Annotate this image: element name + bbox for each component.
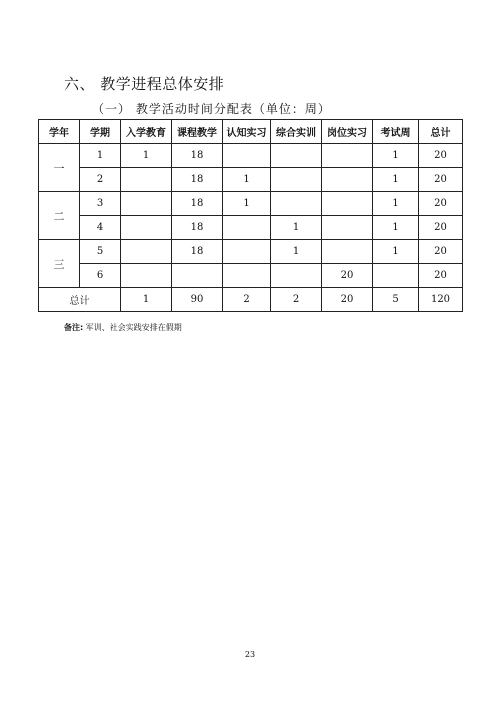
- table-cell: 1: [223, 192, 271, 216]
- table-cell: 1: [373, 240, 419, 264]
- table-cell: [322, 144, 373, 168]
- header-cell: 学年: [39, 120, 80, 144]
- total-cell: 5: [373, 288, 419, 312]
- table-cell: [322, 240, 373, 264]
- header-cell: 总计: [419, 120, 463, 144]
- table-cell: 1: [373, 216, 419, 240]
- table-cell: 1: [121, 144, 172, 168]
- header-cell: 考试周: [373, 120, 419, 144]
- table-cell: 1: [373, 144, 419, 168]
- table-cell: 20: [419, 192, 463, 216]
- table-row: [39, 264, 463, 288]
- table-row: [39, 216, 463, 240]
- table-cell: [322, 192, 373, 216]
- year-cell: 三: [39, 240, 80, 288]
- table-subtitle: （一） 教学活动时间分配表（单位：周）: [92, 102, 331, 116]
- total-cell: 1: [121, 288, 172, 312]
- table-cell: 18: [172, 168, 223, 192]
- table-cell: [121, 216, 172, 240]
- page-number: 23: [244, 650, 256, 659]
- header-cell: 课程教学: [172, 120, 223, 144]
- table-cell: 18: [172, 144, 223, 168]
- table-cell: 20: [419, 144, 463, 168]
- table-cell: [271, 168, 322, 192]
- table-cell: [271, 192, 322, 216]
- header-row: [39, 120, 463, 144]
- table-cell: 18: [172, 240, 223, 264]
- total-cell: 2: [223, 288, 271, 312]
- total-cell: 2: [271, 288, 322, 312]
- table-note: [64, 322, 182, 333]
- table-cell: [121, 168, 172, 192]
- table-cell: 20: [419, 264, 463, 288]
- year-cell: 一: [39, 144, 80, 192]
- table-cell: 18: [172, 216, 223, 240]
- table-cell: 3: [80, 192, 121, 216]
- note-text: 军训、社会实践安排在假期: [83, 323, 182, 332]
- table-cell: 2: [80, 168, 121, 192]
- table-cell: 20: [322, 264, 373, 288]
- table-cell: 20: [419, 216, 463, 240]
- section-title: 六、 教学进程总体安排: [64, 75, 225, 93]
- table-cell: [121, 192, 172, 216]
- table-cell: 20: [419, 168, 463, 192]
- table-cell: 1: [271, 240, 322, 264]
- table-cell: [223, 216, 271, 240]
- table-cell: [172, 264, 223, 288]
- table-cell: 6: [80, 264, 121, 288]
- header-cell: 岗位实习: [322, 120, 373, 144]
- total-row: [39, 288, 463, 312]
- table-cell: [121, 240, 172, 264]
- table-cell: 20: [419, 240, 463, 264]
- table-cell: [121, 264, 172, 288]
- total-cell: 20: [322, 288, 373, 312]
- table-cell: [373, 264, 419, 288]
- total-cell: 90: [172, 288, 223, 312]
- total-label: 总计: [39, 288, 121, 312]
- table-cell: 1: [271, 216, 322, 240]
- table-row: [39, 168, 463, 192]
- year-cell: 二: [39, 192, 80, 240]
- table-row: [39, 240, 463, 264]
- table-cell: [271, 144, 322, 168]
- table-row: [39, 144, 463, 168]
- header-cell: 入学教育: [121, 120, 172, 144]
- table-cell: 1: [223, 168, 271, 192]
- table-cell: [223, 264, 271, 288]
- table-cell: 1: [373, 192, 419, 216]
- table-cell: 1: [80, 144, 121, 168]
- total-cell: 120: [419, 288, 463, 312]
- table-row: [39, 192, 463, 216]
- table-cell: 18: [172, 192, 223, 216]
- activity-time-table: [38, 119, 463, 312]
- table-cell: 5: [80, 240, 121, 264]
- table-cell: [271, 264, 322, 288]
- note-label: 备注:: [64, 323, 84, 332]
- table-cell: [322, 216, 373, 240]
- table-cell: 1: [373, 168, 419, 192]
- table-cell: [223, 144, 271, 168]
- header-cell: 认知实习: [223, 120, 271, 144]
- table-cell: [322, 168, 373, 192]
- header-cell: 学期: [80, 120, 121, 144]
- table-cell: [223, 240, 271, 264]
- header-cell: 综合实训: [271, 120, 322, 144]
- table-cell: 4: [80, 216, 121, 240]
